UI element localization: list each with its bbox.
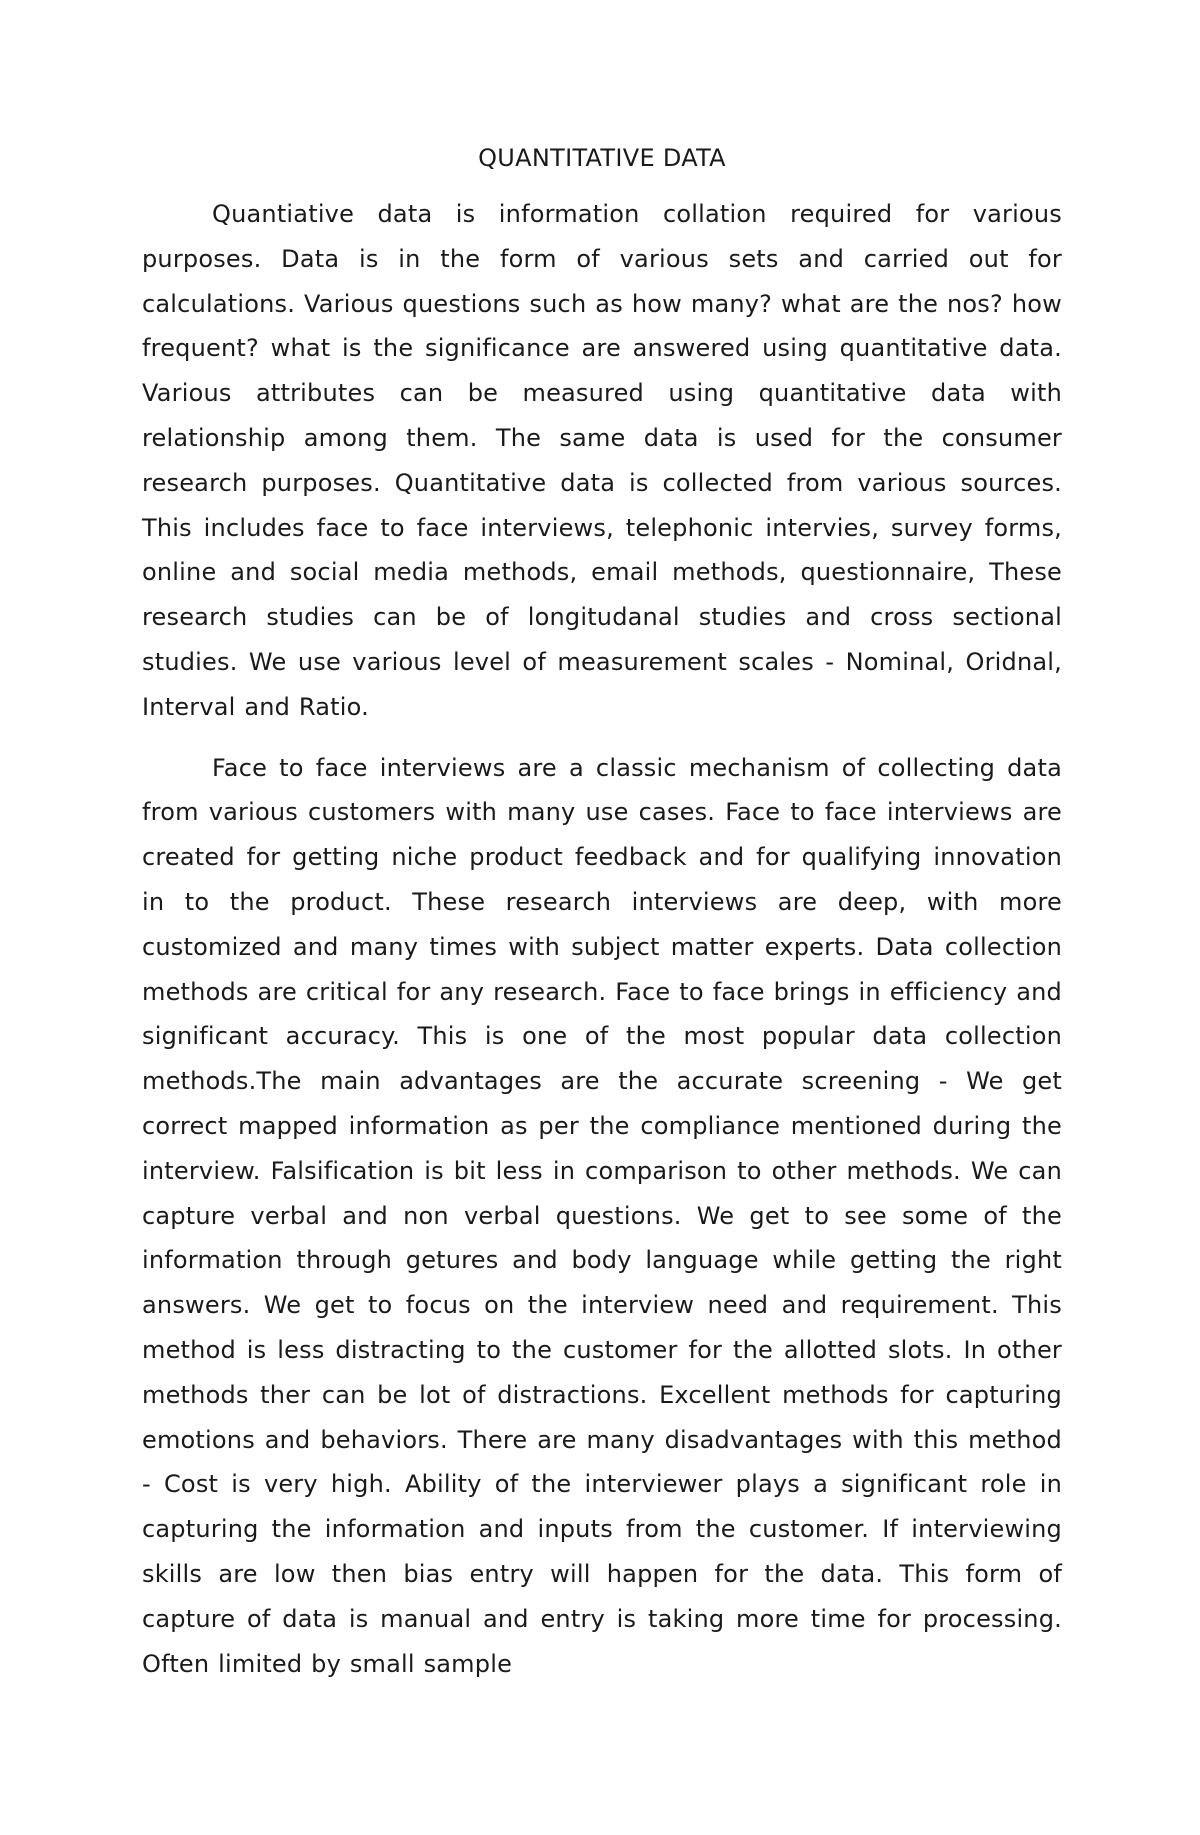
document-body [142,138,1062,1686]
paragraph-quantitative-data: Quantiative data is information collation required for various purposes. Data is in the form of various sets and carried out for calculations. Various questions such as how many? what are the nos? how frequent? what is the significance are answered using quantitative data. Various attributes can be measured using quantitative data with relationship among them. The same data is used for the consumer research purposes. Quantitative data is collected from various sources. This includes face to face interviews, telephonic intervies, survey forms, online and social media methods, email methods, questionnaire, These research studies can be of longitudanal studies and cross sectional studies. We use various level of measurement scales - Nominal, Oridnal, Interval and Ratio. [142,200,1062,721]
document-title: QUANTITATIVE DATA [478,144,726,172]
paragraph-face-to-face-interviews: Face to face interviews are a classic mechanism of collecting data from various customers with many use cases. Face to face interviews are created for getting niche product feedback and for qualifying innovation in to the product. These research interviews are deep, with more customized and many times with subject matter experts. Data collection methods are critical for any research. Face to face brings in efficiency and significant accuracy. This is one of the most popular data collection methods.The main advantages are the accurate screening - We get correct mapped information as per the compliance mentioned during the interview. Falsification is bit less in comparison to other methods. We can capture verbal and non verbal questions. We get to see some of the information through getures and body language while getting the right answers. We get to focus on the interview need and requirement. This method is less distracting to the customer for the allotted slots. In other methods ther can be lot of distractions. Excellent methods for capturing emotions and behaviors. There are many disadvantages with this method - Cost is very high. Ability of the interviewer plays a significant role in capturing the information and inputs from the customer. If interviewing skills are low then bias entry will happen for the data. This form of capture of data is manual and entry is taking more time for processing. Often limited by small sample [142,753,1062,1678]
